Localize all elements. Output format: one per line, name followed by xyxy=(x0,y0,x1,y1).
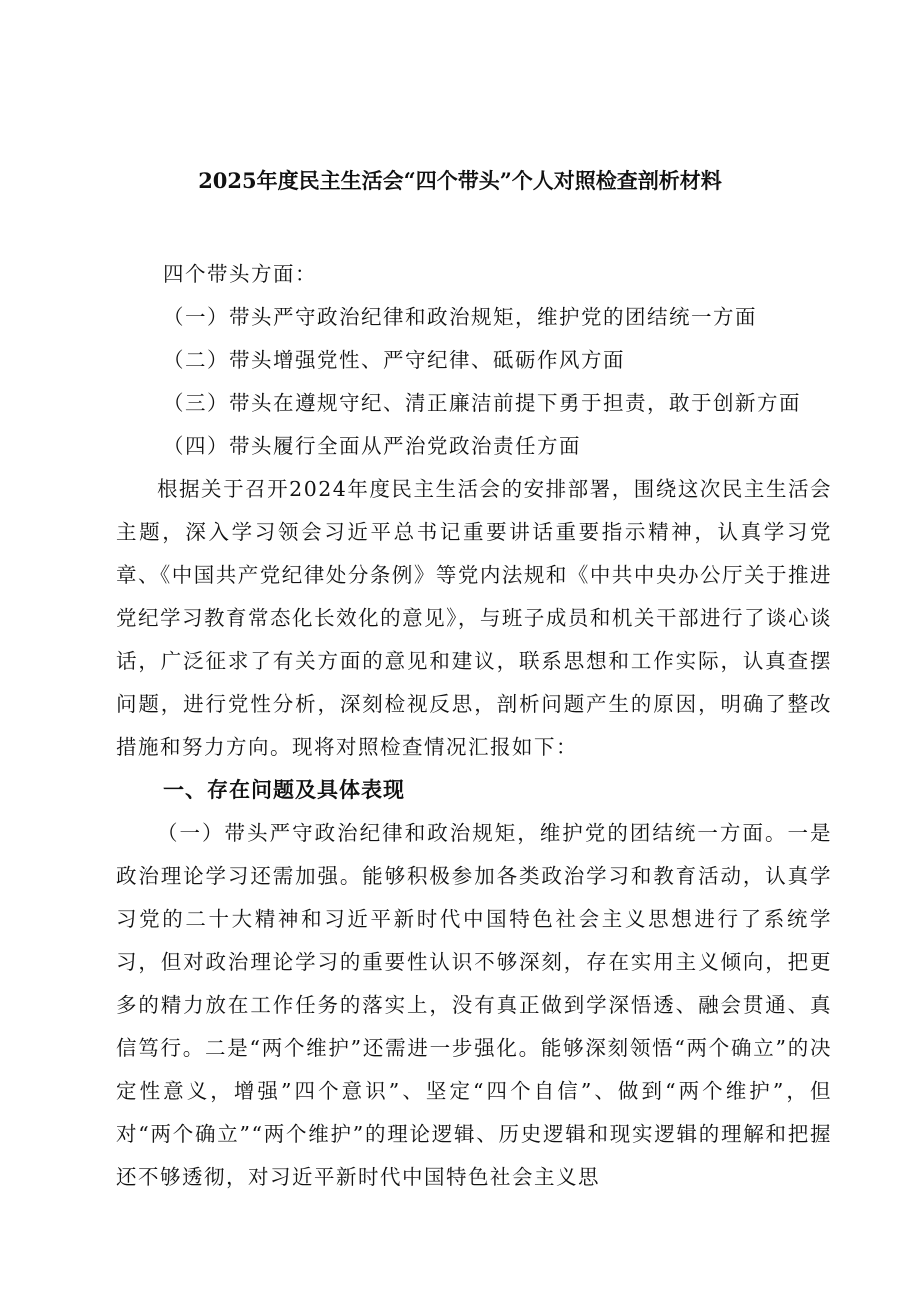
aspect-item-1: （一）带头严守政治纪律和政治规矩，维护党的团结统一方面 xyxy=(163,305,757,329)
intro-label: 四个带头方面： xyxy=(163,262,317,286)
section-heading: 一、存在问题及具体表现 xyxy=(163,778,405,802)
section-body-paragraph: （一）带头严守政治纪律和政治规矩，维护党的团结统一方面。一是政治理论学习还需加强。能够积极参加各类政治学习和教育活动，认真学习党的二十大精神和习近平新时代中国特色社会主义思想进行了系统学习，但对政治理论学习的重要性认识不够深刻，存在实用主义倾向，把更多的精力放在工作任务的落实上，没有真正做到学深悟透、融会贯通、真信笃行。二是“两个维护”还需进一步强化。能够深刻领悟“两个确立”的决定性意义，增强”四个意识”、坚定“四个自信”、做到“两个维护”，但对“两个确立”“两个维护”的理论逻辑、历史逻辑和现实逻辑的理解和把握还不够透彻，对习近平新时代中国特色社会主义思 xyxy=(116,821,832,1189)
document-title: 2025年度民主生活会“四个带头”个人对照检查剖析材料 xyxy=(198,168,722,193)
preface-paragraph: 根据关于召开2024年度民主生活会的安排部署，围绕这次民主生活会主题，深入学习领会习近平总书记重要讲话重要指示精神，认真学习党章、《中国共产党纪律处分条例》等党内法规和《中共中央办公厅关于推进党纪学习教育常态化长效化的意见》，与班子成员和机关干部进行了谈心谈话，广泛征求了有关方面的意见和建议，联系思想和工作实际，认真查摆问题，进行党性分析，深刻检视反思，剖析问题产生的原因，明确了整改措施和努力方向。现将对照检查情况汇报如下： xyxy=(116,477,832,759)
aspect-item-3: （三）带头在遵规守纪、清正廉洁前提下勇于担责，敢于创新方面 xyxy=(163,391,801,415)
aspect-item-2: （二）带头增强党性、严守纪律、砥砺作风方面 xyxy=(163,348,625,372)
aspect-item-4: （四）带头履行全面从严治党政治责任方面 xyxy=(163,434,581,458)
